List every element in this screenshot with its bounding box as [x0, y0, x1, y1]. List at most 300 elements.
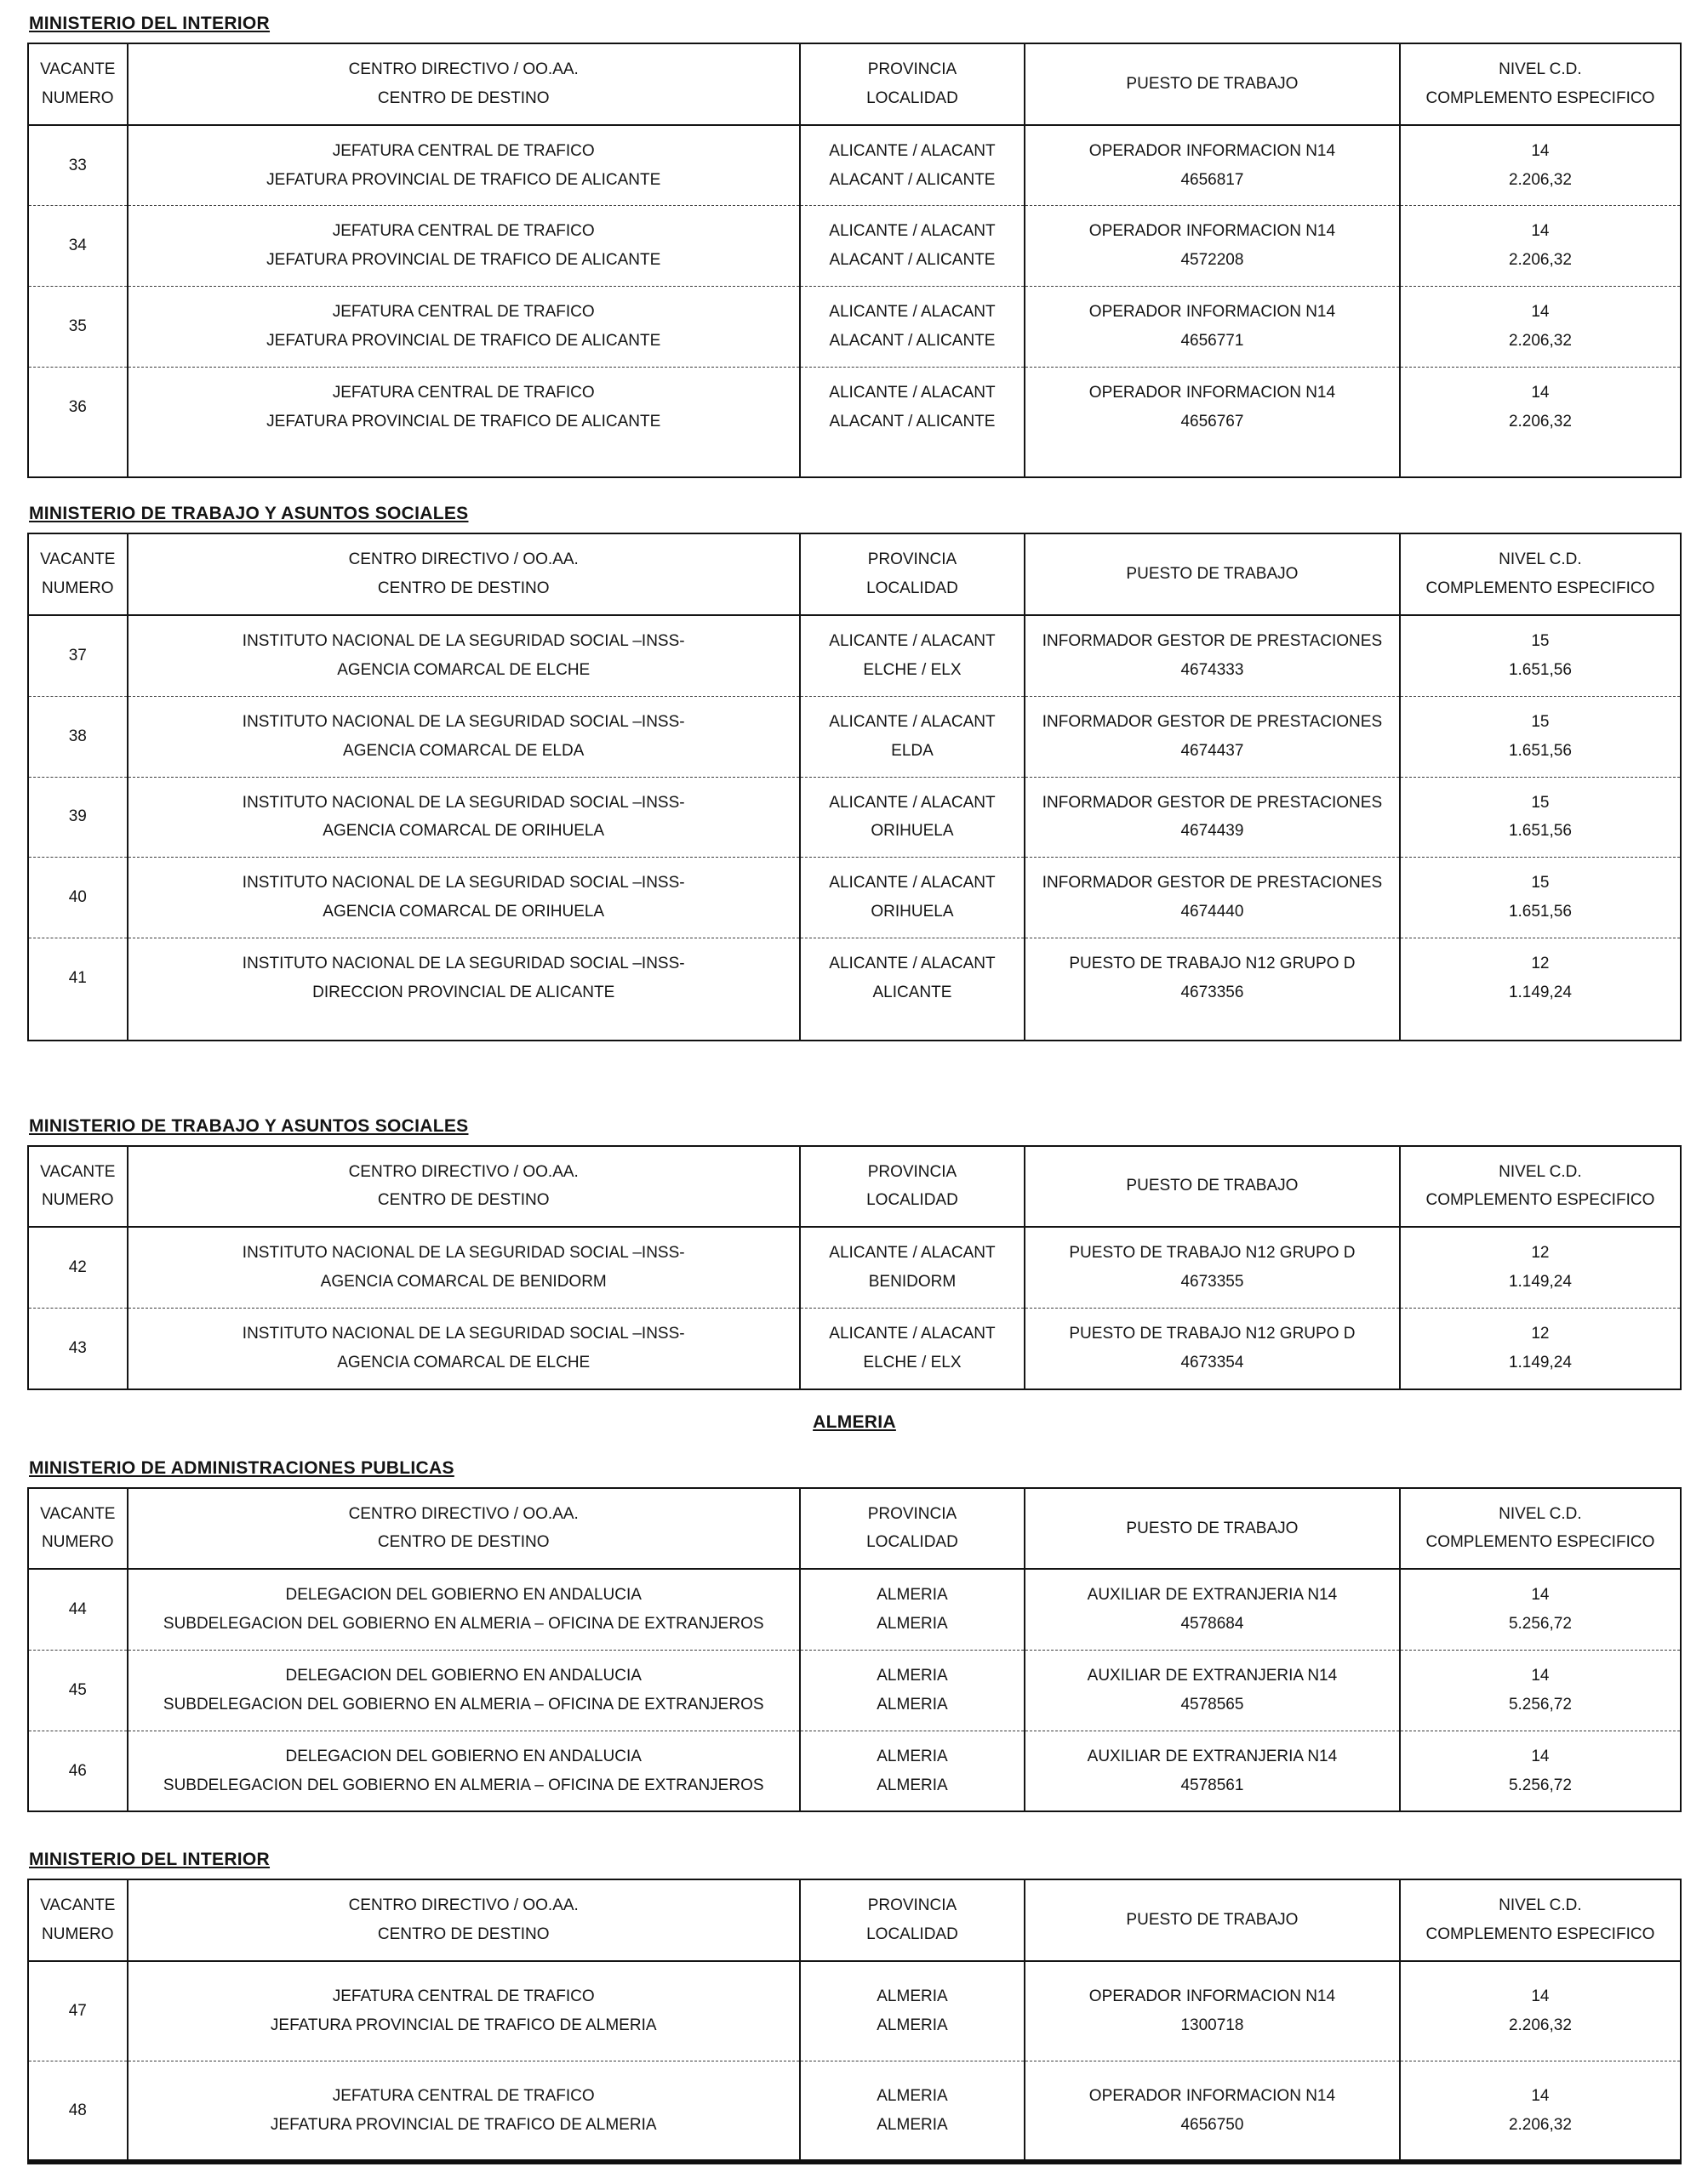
vacante-column-header-label: NUMERO	[42, 579, 114, 598]
nivel-complemento-cell-line: 2.206,32	[1508, 412, 1572, 431]
puesto-trabajo-cell	[1025, 1569, 1400, 1650]
centro-column-header-label: CENTRO DE DESTINO	[377, 579, 550, 598]
provincia-localidad-cell-line: ALICANTE / ALACANT	[829, 954, 996, 972]
puesto-trabajo-cell	[1025, 125, 1400, 206]
vacante-number-cell	[28, 367, 128, 477]
provincia-localidad-cell	[800, 938, 1025, 1040]
vacante-number-cell	[28, 1308, 128, 1389]
centro-destino-cell-line: AGENCIA COMARCAL DE ORIHUELA	[323, 822, 605, 841]
centro-destino-cell	[128, 2061, 800, 2162]
vacante-number-cell	[28, 287, 128, 368]
centro-column-header-label: CENTRO DIRECTIVO / OO.AA.	[348, 550, 579, 569]
nivel-complemento-cell-line: 1.651,56	[1508, 660, 1572, 679]
vacante-number: 41	[68, 968, 87, 987]
provincia-localidad-cell-line: ALMERIA	[877, 1747, 948, 1765]
nivel-complemento-cell-line: 5.256,72	[1508, 1615, 1572, 1634]
nivel-complemento-cell-line: 1.149,24	[1508, 1353, 1572, 1371]
ministry-section	[27, 1116, 1682, 1390]
provincia-localidad-cell-line: ALACANT / ALICANTE	[829, 412, 996, 431]
provincia-localidad-cell	[800, 858, 1025, 938]
centro-destino-cell	[128, 367, 800, 477]
centro-destino-cell-line: JEFATURA PROVINCIAL DE TRAFICO DE ALMERIA	[270, 2016, 657, 2034]
vacancy-row	[28, 125, 1681, 206]
vacante-number-cell	[28, 615, 128, 696]
puesto-trabajo-cell-line: OPERADOR INFORMACION N14	[1088, 2086, 1336, 2105]
nivel-complemento-cell-line: 14	[1531, 1987, 1550, 2006]
nivel-complemento-cell-line: 2.206,32	[1508, 331, 1572, 350]
centro-destino-cell	[128, 1731, 800, 1811]
vacante-number-cell	[28, 1651, 128, 1731]
centro-destino-cell-line: AGENCIA COMARCAL DE ELDA	[343, 741, 585, 760]
provincia-column-header-label: PROVINCIA	[867, 1162, 957, 1181]
vacante-column-header-label: NUMERO	[42, 1925, 114, 1944]
nivel-complemento-cell-line: 12	[1531, 954, 1550, 972]
puesto-trabajo-cell-line: 4674437	[1180, 741, 1244, 760]
centro-destino-cell-line: INSTITUTO NACIONAL DE LA SEGURIDAD SOCIAL –INSS-	[242, 874, 685, 892]
provincia-column-header	[800, 1879, 1025, 1961]
centro-destino-cell	[128, 1569, 800, 1650]
nivel-complemento-cell	[1400, 367, 1681, 477]
nivel-column-header	[1400, 43, 1681, 125]
provincia-column-header-label: LOCALIDAD	[866, 1191, 958, 1210]
provincia-column-header-label: PROVINCIA	[867, 1896, 957, 1915]
puesto-trabajo-cell-line: PUESTO DE TRABAJO N12 GRUPO D	[1069, 1324, 1356, 1343]
puesto-trabajo-cell-line: OPERADOR INFORMACION N14	[1088, 222, 1336, 241]
centro-column-header-label: CENTRO DE DESTINO	[377, 1925, 550, 1944]
table-header-row	[28, 1879, 1681, 1961]
nivel-complemento-cell	[1400, 777, 1681, 858]
puesto-trabajo-cell-line: 1300718	[1180, 2016, 1244, 2034]
vacancy-row	[28, 615, 1681, 696]
provincia-localidad-cell-line: ALICANTE / ALACANT	[829, 712, 996, 731]
provincia-localidad-cell-line: ALMERIA	[877, 1586, 948, 1605]
vacante-number-cell	[28, 1961, 128, 2061]
nivel-complemento-cell	[1400, 1569, 1681, 1650]
nivel-column-header	[1400, 1879, 1681, 1961]
puesto-trabajo-cell	[1025, 1227, 1400, 1308]
ministry-heading: MINISTERIO DE TRABAJO Y ASUNTOS SOCIALES	[29, 504, 469, 524]
nivel-complemento-cell-line: 14	[1531, 383, 1550, 402]
puesto-column-header-label: PUESTO DE TRABAJO	[1126, 565, 1299, 584]
provincia-localidad-cell-line: ALICANTE / ALACANT	[829, 632, 996, 651]
centro-destino-cell	[128, 287, 800, 368]
nivel-column-header-label: COMPLEMENTO ESPECIFICO	[1425, 579, 1655, 598]
centro-destino-cell	[128, 858, 800, 938]
centro-column-header-label: CENTRO DIRECTIVO / OO.AA.	[348, 1162, 579, 1181]
centro-destino-cell	[128, 1227, 800, 1308]
provincia-localidad-cell-line: ALICANTE / ALACANT	[829, 383, 996, 402]
vacancy-row	[28, 2061, 1681, 2162]
puesto-trabajo-cell-line: INFORMADOR GESTOR DE PRESTACIONES	[1042, 712, 1383, 731]
provincia-localidad-cell-line: ALICANTE / ALACANT	[829, 874, 996, 892]
nivel-complemento-cell-line: 2.206,32	[1508, 2016, 1572, 2034]
provincia-column-header-label: PROVINCIA	[867, 1504, 957, 1523]
puesto-trabajo-cell-line: 4578561	[1180, 1776, 1244, 1794]
puesto-trabajo-cell-line: PUESTO DE TRABAJO N12 GRUPO D	[1069, 954, 1356, 972]
vacante-column-header	[28, 1488, 128, 1570]
provincia-localidad-cell-line: ALMERIA	[877, 1695, 948, 1714]
provincia-localidad-cell	[800, 777, 1025, 858]
puesto-trabajo-cell-line: 4656817	[1180, 170, 1244, 189]
vacante-number: 48	[68, 2101, 87, 2119]
vacancy-row	[28, 938, 1681, 1040]
centro-destino-cell	[128, 777, 800, 858]
nivel-complemento-cell-line: 15	[1531, 632, 1550, 651]
nivel-column-header-label: COMPLEMENTO ESPECIFICO	[1425, 88, 1655, 107]
provincia-column-header	[800, 43, 1025, 125]
puesto-column-header	[1025, 1146, 1400, 1228]
nivel-complemento-cell-line: 1.149,24	[1508, 1273, 1572, 1292]
nivel-complemento-cell-line: 14	[1531, 2086, 1550, 2105]
centro-column-header	[128, 1488, 800, 1570]
puesto-trabajo-cell-line: 4673355	[1180, 1273, 1244, 1292]
puesto-trabajo-cell	[1025, 696, 1400, 777]
centro-destino-cell-line: DELEGACION DEL GOBIERNO EN ANDALUCIA	[285, 1667, 642, 1685]
vacante-column-header-label: NUMERO	[42, 1533, 114, 1552]
centro-destino-cell	[128, 615, 800, 696]
nivel-column-header	[1400, 1488, 1681, 1570]
puesto-trabajo-cell-line: AUXILIAR DE EXTRANJERIA N14	[1087, 1667, 1338, 1685]
centro-column-header	[128, 1879, 800, 1961]
provincia-localidad-cell-line: ALICANTE / ALACANT	[829, 1324, 996, 1343]
vacancy-table	[27, 1879, 1682, 2164]
centro-destino-cell-line: AGENCIA COMARCAL DE ORIHUELA	[323, 903, 605, 921]
centro-destino-cell-line: INSTITUTO NACIONAL DE LA SEGURIDAD SOCIAL –INSS-	[242, 793, 685, 812]
vacante-number: 33	[68, 156, 87, 174]
puesto-trabajo-cell	[1025, 287, 1400, 368]
vacante-number: 47	[68, 2001, 87, 2020]
vacancy-table	[27, 43, 1682, 478]
centro-destino-cell-line: JEFATURA PROVINCIAL DE TRAFICO DE ALICANTE	[266, 412, 661, 431]
centro-destino-cell-line: JEFATURA PROVINCIAL DE TRAFICO DE ALMERIA	[270, 2115, 657, 2134]
vacante-number: 37	[68, 647, 87, 665]
nivel-complemento-cell-line: 1.651,56	[1508, 822, 1572, 841]
nivel-complemento-cell-line: 15	[1531, 712, 1550, 731]
puesto-trabajo-cell-line: 4578565	[1180, 1695, 1244, 1714]
vacancy-row	[28, 1961, 1681, 2061]
provincia-localidad-cell	[800, 1961, 1025, 2061]
puesto-trabajo-cell	[1025, 1731, 1400, 1811]
provincia-column-header-label: LOCALIDAD	[866, 579, 958, 598]
puesto-trabajo-cell-line: 4578684	[1180, 1615, 1244, 1634]
puesto-trabajo-cell-line: 4674439	[1180, 822, 1244, 841]
provincia-localidad-cell-line: ALACANT / ALICANTE	[829, 170, 996, 189]
puesto-trabajo-cell-line: OPERADOR INFORMACION N14	[1088, 303, 1336, 322]
vacante-number-cell	[28, 696, 128, 777]
puesto-trabajo-cell-line: 4673356	[1180, 983, 1244, 1001]
provincia-column-header-label: LOCALIDAD	[866, 1533, 958, 1552]
nivel-complemento-cell-line: 14	[1531, 141, 1550, 160]
puesto-trabajo-cell-line: OPERADOR INFORMACION N14	[1088, 383, 1336, 402]
vacancy-row	[28, 1569, 1681, 1650]
nivel-complemento-cell	[1400, 1961, 1681, 2061]
puesto-trabajo-cell-line: OPERADOR INFORMACION N14	[1088, 141, 1336, 160]
provincia-localidad-cell-line: ALMERIA	[877, 2086, 948, 2105]
centro-destino-cell-line: SUBDELEGACION DEL GOBIERNO EN ALMERIA – OFICINA DE EXTRANJEROS	[163, 1615, 764, 1634]
provincia-localidad-cell-line: ORIHUELA	[871, 822, 954, 841]
centro-destino-cell-line: JEFATURA CENTRAL DE TRAFICO	[332, 2086, 595, 2105]
provincia-localidad-cell-line: ALACANT / ALICANTE	[829, 331, 996, 350]
provincia-column-header	[800, 1488, 1025, 1570]
vacante-number: 46	[68, 1761, 87, 1780]
vacante-number: 45	[68, 1680, 87, 1699]
centro-destino-cell-line: JEFATURA PROVINCIAL DE TRAFICO DE ALICANTE	[266, 331, 661, 350]
ministry-heading: MINISTERIO DE ADMINISTRACIONES PUBLICAS	[29, 1457, 454, 1478]
puesto-trabajo-cell	[1025, 1308, 1400, 1389]
centro-destino-cell-line: INSTITUTO NACIONAL DE LA SEGURIDAD SOCIAL –INSS-	[242, 632, 685, 651]
provincia-localidad-cell	[800, 367, 1025, 477]
provincia-localidad-cell-line: ALICANTE / ALACANT	[829, 222, 996, 241]
centro-destino-cell-line: JEFATURA CENTRAL DE TRAFICO	[332, 383, 595, 402]
centro-column-header-label: CENTRO DE DESTINO	[377, 1533, 550, 1552]
nivel-complemento-cell	[1400, 696, 1681, 777]
vacante-number-cell	[28, 1731, 128, 1811]
puesto-trabajo-cell-line: INFORMADOR GESTOR DE PRESTACIONES	[1042, 874, 1383, 892]
centro-column-header-label: CENTRO DIRECTIVO / OO.AA.	[348, 60, 579, 78]
vacante-number-cell	[28, 938, 128, 1040]
puesto-trabajo-cell-line: 4656767	[1180, 412, 1244, 431]
centro-destino-cell	[128, 938, 800, 1040]
vacante-column-header	[28, 533, 128, 615]
nivel-complemento-cell-line: 14	[1531, 1586, 1550, 1605]
nivel-complemento-cell	[1400, 615, 1681, 696]
centro-destino-cell-line: JEFATURA CENTRAL DE TRAFICO	[332, 141, 595, 160]
centro-destino-cell-line: JEFATURA PROVINCIAL DE TRAFICO DE ALICANTE	[266, 170, 661, 189]
nivel-complemento-cell	[1400, 858, 1681, 938]
vacante-number: 43	[68, 1338, 87, 1357]
nivel-complemento-cell-line: 1.651,56	[1508, 903, 1572, 921]
provincia-localidad-cell	[800, 206, 1025, 287]
centro-destino-cell-line: JEFATURA PROVINCIAL DE TRAFICO DE ALICANTE	[266, 251, 661, 270]
provincia-localidad-cell	[800, 1227, 1025, 1308]
centro-column-header-label: CENTRO DE DESTINO	[377, 1191, 550, 1210]
nivel-complemento-cell-line: 14	[1531, 222, 1550, 241]
vacante-number-cell	[28, 206, 128, 287]
ministry-section	[27, 1458, 1682, 1813]
vacante-number: 40	[68, 888, 87, 907]
ministry-section	[27, 1850, 1682, 2164]
centro-destino-cell-line: DELEGACION DEL GOBIERNO EN ANDALUCIA	[285, 1586, 642, 1605]
nivel-complemento-cell	[1400, 206, 1681, 287]
nivel-complemento-cell-line: 14	[1531, 1667, 1550, 1685]
centro-destino-cell-line: INSTITUTO NACIONAL DE LA SEGURIDAD SOCIAL –INSS-	[242, 954, 685, 972]
provincia-column-header-label: PROVINCIA	[867, 550, 957, 569]
provincia-column-header-label: PROVINCIA	[867, 60, 957, 78]
centro-destino-cell-line: JEFATURA CENTRAL DE TRAFICO	[332, 222, 595, 241]
nivel-column-header	[1400, 1146, 1681, 1228]
vacante-number: 36	[68, 397, 87, 416]
ministry-section	[27, 504, 1682, 1041]
vacante-column-header-label: VACANTE	[40, 60, 116, 78]
provincia-localidad-cell-line: ALICANTE / ALACANT	[829, 793, 996, 812]
puesto-trabajo-cell-line: AUXILIAR DE EXTRANJERIA N14	[1087, 1586, 1338, 1605]
nivel-complemento-cell-line: 15	[1531, 793, 1550, 812]
vacante-column-header	[28, 1879, 128, 1961]
vacancy-row	[28, 287, 1681, 368]
nivel-complemento-cell-line: 1.651,56	[1508, 741, 1572, 760]
vacante-column-header-label: VACANTE	[40, 1896, 116, 1915]
centro-column-header	[128, 43, 800, 125]
centro-destino-cell-line: INSTITUTO NACIONAL DE LA SEGURIDAD SOCIAL –INSS-	[242, 1244, 685, 1263]
centro-destino-cell-line: JEFATURA CENTRAL DE TRAFICO	[332, 1987, 595, 2006]
centro-destino-cell-line: JEFATURA CENTRAL DE TRAFICO	[332, 303, 595, 322]
centro-column-header-label: CENTRO DIRECTIVO / OO.AA.	[348, 1504, 579, 1523]
centro-column-header	[128, 533, 800, 615]
vacante-number: 39	[68, 807, 87, 826]
provincia-localidad-cell-line: ALMERIA	[877, 2016, 948, 2034]
provincia-localidad-cell-line: ALICANTE / ALACANT	[829, 141, 996, 160]
provincia-localidad-cell	[800, 1731, 1025, 1811]
provincia-localidad-cell	[800, 615, 1025, 696]
provincia-column-header	[800, 533, 1025, 615]
puesto-trabajo-cell	[1025, 206, 1400, 287]
provincia-localidad-cell-line: ALICANTE / ALACANT	[829, 303, 996, 322]
puesto-trabajo-cell-line: 4674440	[1180, 903, 1244, 921]
centro-destino-cell-line: INSTITUTO NACIONAL DE LA SEGURIDAD SOCIAL –INSS-	[242, 1324, 685, 1343]
provincia-localidad-cell-line: ALMERIA	[877, 1776, 948, 1794]
nivel-column-header-label: NIVEL C.D.	[1499, 550, 1582, 569]
vacante-column-header-label: VACANTE	[40, 550, 116, 569]
table-header-row	[28, 43, 1681, 125]
vacante-number-cell	[28, 2061, 128, 2162]
ministry-heading: MINISTERIO DEL INTERIOR	[29, 14, 271, 33]
puesto-column-header-label: PUESTO DE TRABAJO	[1126, 1911, 1299, 1930]
puesto-trabajo-cell	[1025, 2061, 1400, 2162]
nivel-complemento-cell-line: 5.256,72	[1508, 1776, 1572, 1794]
puesto-trabajo-cell	[1025, 777, 1400, 858]
puesto-trabajo-cell	[1025, 615, 1400, 696]
provincia-localidad-cell-line: ELDA	[891, 741, 934, 760]
provincia-localidad-cell-line: BENIDORM	[868, 1273, 957, 1292]
nivel-column-header-label: NIVEL C.D.	[1499, 1162, 1582, 1181]
nivel-column-header	[1400, 533, 1681, 615]
puesto-trabajo-cell-line: 4656771	[1180, 331, 1244, 350]
provincia-localidad-cell	[800, 1651, 1025, 1731]
puesto-trabajo-cell-line: 4674333	[1180, 660, 1244, 679]
puesto-trabajo-cell	[1025, 367, 1400, 477]
nivel-column-header-label: NIVEL C.D.	[1499, 60, 1582, 78]
puesto-trabajo-cell	[1025, 858, 1400, 938]
vacancy-table	[27, 533, 1682, 1041]
provincia-localidad-cell	[800, 696, 1025, 777]
puesto-trabajo-cell	[1025, 1651, 1400, 1731]
puesto-trabajo-cell	[1025, 938, 1400, 1040]
centro-destino-cell-line: DIRECCION PROVINCIAL DE ALICANTE	[312, 983, 615, 1001]
nivel-complemento-cell-line: 1.149,24	[1508, 983, 1572, 1001]
provincia-localidad-cell-line: ALACANT / ALICANTE	[829, 251, 996, 270]
vacante-column-header-label: NUMERO	[42, 1191, 114, 1210]
vacancy-row	[28, 1651, 1681, 1731]
centro-destino-cell-line: INSTITUTO NACIONAL DE LA SEGURIDAD SOCIAL –INSS-	[242, 712, 685, 731]
provincia-localidad-cell-line: ELCHE / ELX	[863, 1353, 962, 1371]
vacante-number-cell	[28, 125, 128, 206]
provincia-localidad-cell-line: ORIHUELA	[871, 903, 954, 921]
provincia-localidad-cell-line: ELCHE / ELX	[863, 660, 962, 679]
ministry-heading: MINISTERIO DE TRABAJO Y ASUNTOS SOCIALES	[29, 1115, 469, 1136]
provincia-column-header-label: LOCALIDAD	[866, 88, 958, 107]
vacante-column-header	[28, 43, 128, 125]
nivel-complemento-cell-line: 14	[1531, 303, 1550, 322]
vacancy-row	[28, 367, 1681, 477]
vacancy-row	[28, 1731, 1681, 1811]
nivel-complemento-cell	[1400, 1227, 1681, 1308]
nivel-complemento-cell-line: 15	[1531, 874, 1550, 892]
nivel-complemento-cell-line: 5.256,72	[1508, 1695, 1572, 1714]
vacante-column-header-label: VACANTE	[40, 1162, 116, 1181]
provincia-localidad-cell	[800, 2061, 1025, 2162]
provincia-column-header-label: LOCALIDAD	[866, 1925, 958, 1944]
puesto-column-header-label: PUESTO DE TRABAJO	[1126, 1519, 1299, 1537]
provincia-localidad-cell-line: ALICANTE / ALACANT	[829, 1244, 996, 1263]
vacancy-row	[28, 1227, 1681, 1308]
puesto-column-header-label: PUESTO DE TRABAJO	[1126, 74, 1299, 93]
puesto-trabajo-cell	[1025, 1961, 1400, 2061]
puesto-trabajo-cell-line: OPERADOR INFORMACION N14	[1088, 1987, 1336, 2006]
vacancy-row	[28, 206, 1681, 287]
puesto-trabajo-cell-line: 4572208	[1180, 251, 1244, 270]
nivel-column-header-label: NIVEL C.D.	[1499, 1896, 1582, 1915]
puesto-trabajo-cell-line: AUXILIAR DE EXTRANJERIA N14	[1087, 1747, 1338, 1765]
table-header-row	[28, 1488, 1681, 1570]
nivel-complemento-cell	[1400, 1308, 1681, 1389]
vacancy-row	[28, 696, 1681, 777]
provincia-localidad-cell-line: ALMERIA	[877, 1987, 948, 2006]
vacante-number: 35	[68, 316, 87, 335]
puesto-column-header	[1025, 1879, 1400, 1961]
nivel-complemento-cell	[1400, 1731, 1681, 1811]
province-heading: ALMERIA	[813, 1411, 896, 1432]
centro-destino-cell	[128, 1651, 800, 1731]
centro-destino-cell	[128, 1961, 800, 2061]
nivel-complemento-cell-line: 12	[1531, 1324, 1550, 1343]
nivel-complemento-cell-line: 2.206,32	[1508, 170, 1572, 189]
provincia-localidad-cell	[800, 1569, 1025, 1650]
provincia-localidad-cell	[800, 287, 1025, 368]
nivel-complemento-cell-line: 2.206,32	[1508, 251, 1572, 270]
provincia-localidad-cell-line: ALMERIA	[877, 1667, 948, 1685]
provincia-localidad-cell	[800, 1308, 1025, 1389]
provincia-localidad-cell-line: ALICANTE	[872, 983, 952, 1001]
centro-destino-cell	[128, 1308, 800, 1389]
nivel-complemento-cell	[1400, 938, 1681, 1040]
vacante-column-header	[28, 1146, 128, 1228]
vacante-column-header-label: VACANTE	[40, 1504, 116, 1523]
ministry-heading: MINISTERIO DEL INTERIOR	[29, 1850, 271, 1870]
centro-destino-cell-line: AGENCIA COMARCAL DE BENIDORM	[320, 1273, 607, 1292]
nivel-column-header-label: COMPLEMENTO ESPECIFICO	[1425, 1533, 1655, 1552]
table-header-row	[28, 1146, 1681, 1228]
nivel-complemento-cell	[1400, 287, 1681, 368]
vacancy-sections	[27, 14, 1682, 2164]
vacancy-row	[28, 777, 1681, 858]
provincia-localidad-cell	[800, 125, 1025, 206]
puesto-trabajo-cell-line: INFORMADOR GESTOR DE PRESTACIONES	[1042, 793, 1383, 812]
vacante-number: 34	[68, 237, 87, 255]
vacante-number-cell	[28, 1569, 128, 1650]
puesto-trabajo-cell-line: PUESTO DE TRABAJO N12 GRUPO D	[1069, 1244, 1356, 1263]
puesto-column-header-label: PUESTO DE TRABAJO	[1126, 1177, 1299, 1195]
puesto-column-header	[1025, 533, 1400, 615]
centro-destino-cell-line: AGENCIA COMARCAL DE ELCHE	[337, 660, 591, 679]
nivel-complemento-cell-line: 2.206,32	[1508, 2115, 1572, 2134]
vacancy-table	[27, 1487, 1682, 1813]
centro-destino-cell	[128, 206, 800, 287]
centro-destino-cell-line: SUBDELEGACION DEL GOBIERNO EN ALMERIA – OFICINA DE EXTRANJEROS	[163, 1695, 764, 1714]
puesto-trabajo-cell-line: 4656750	[1180, 2115, 1244, 2134]
provincia-localidad-cell-line: ALMERIA	[877, 2115, 948, 2134]
centro-column-header-label: CENTRO DIRECTIVO / OO.AA.	[348, 1896, 579, 1915]
centro-destino-cell	[128, 125, 800, 206]
